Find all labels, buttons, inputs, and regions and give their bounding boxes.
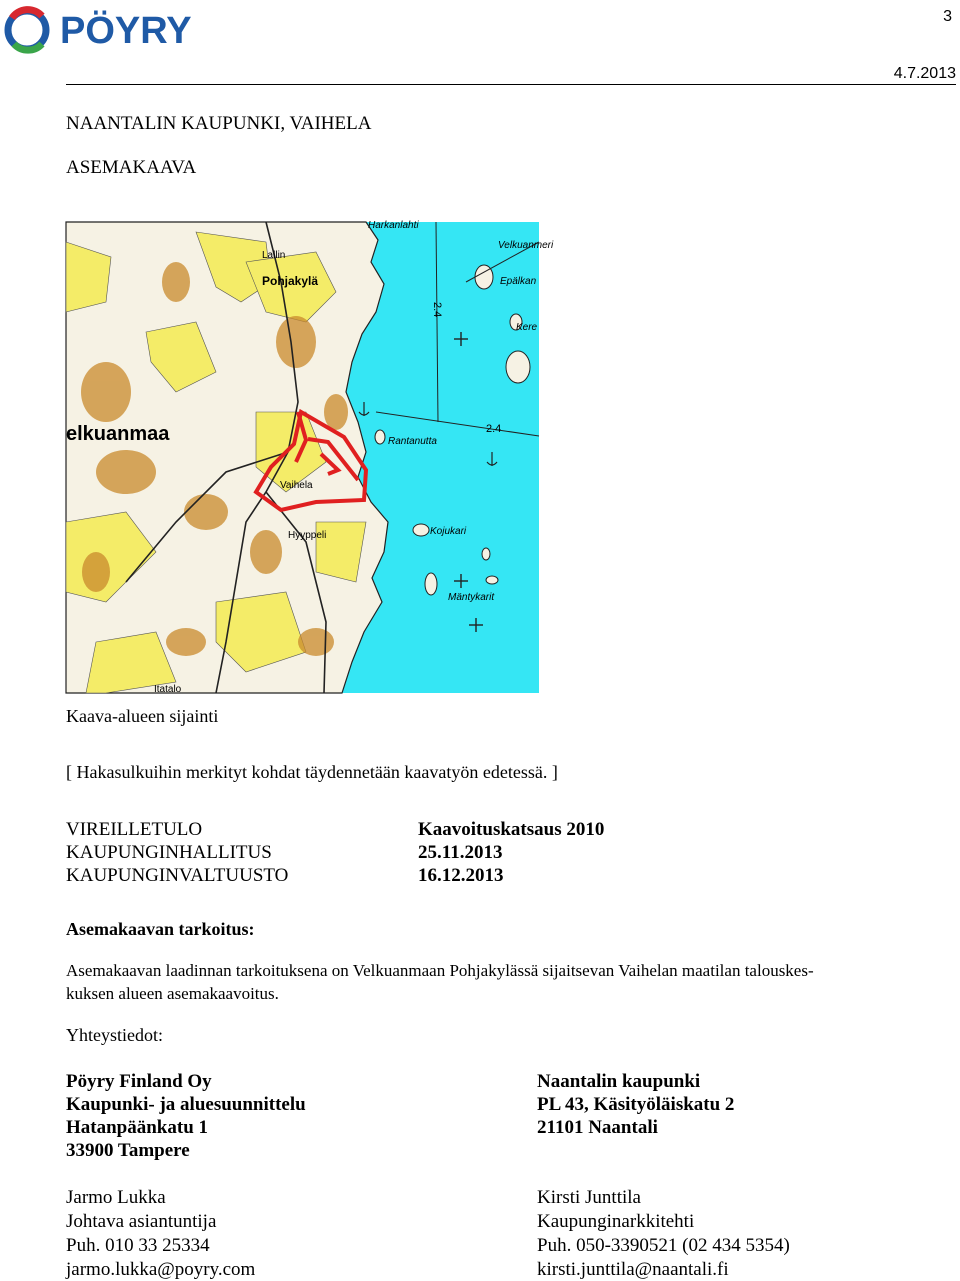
contact-phone: Puh. 010 33 25334	[66, 1235, 210, 1256]
contact-person-title: Kaupunginarkkitehti	[537, 1211, 695, 1232]
contact-org-line: 33900 Tampere	[66, 1140, 190, 1161]
poyry-logo	[4, 6, 244, 52]
contact-email-link[interactable]: jarmo.lukka@poyry.com	[66, 1259, 256, 1280]
location-map	[66, 220, 554, 695]
contacts-heading: Yhteystiedot:	[66, 1025, 163, 1045]
map-label: Itatalo	[154, 684, 182, 695]
contact-person-name: Jarmo Lukka	[66, 1187, 166, 1208]
page-number: 3	[943, 8, 952, 25]
depth-label: 2.4	[431, 302, 443, 318]
title-line-1: NAANTALIN KAUPUNKI, VAIHELA	[66, 113, 372, 134]
map-label: Mäntykarit	[448, 592, 495, 603]
map-label: elkuanmaa	[66, 423, 170, 445]
map-label: Epälkan	[500, 276, 537, 287]
contact-org-line: Naantalin kaupunki	[537, 1071, 701, 1092]
map-label: Hyyppeli	[288, 530, 327, 541]
contact-org-line: 21101 Naantali	[537, 1117, 658, 1138]
map-label: Kojukari	[430, 526, 467, 537]
map-label: Pohjakylä	[262, 274, 319, 288]
map-label: Harkanlahti	[368, 220, 419, 231]
contact-email-link[interactable]: kirsti.junttila@naantali.fi	[537, 1259, 729, 1280]
logo-text: PÖYRY	[60, 10, 192, 52]
map-caption: Kaava-alueen sijainti	[66, 706, 219, 726]
purpose-heading: Asemakaavan tarkoitus:	[66, 919, 255, 939]
contact-org-line: Kaupunki- ja aluesuunnittelu	[66, 1094, 306, 1115]
contact-phone: Puh. 050-3390521 (02 434 5354)	[537, 1235, 790, 1256]
header-divider	[66, 84, 956, 85]
contact-person-title: Johtava asiantuntija	[66, 1211, 217, 1232]
purpose-text-line-2: kuksen alueen asemakaavoitus.	[66, 984, 279, 1003]
document-date: 4.7.2013	[893, 65, 956, 82]
map-label: Kere	[516, 322, 538, 333]
timeline-label: VIREILLETULO	[66, 819, 203, 840]
contact-person-name: Kirsti Junttila	[537, 1187, 641, 1208]
contact-org-line: PL 43, Käsityöläiskatu 2	[537, 1094, 735, 1115]
title-line-2: ASEMAKAAVA	[66, 157, 197, 178]
map-label: Rantanutta	[388, 436, 437, 447]
note-text: [ Hakasulkuihin merkityt kohdat täydennetään kaavatyön edetessä. ]	[66, 762, 558, 782]
purpose-text-line-1: Asemakaavan laadinnan tarkoituksena on Velkuanmaan Pohjakylässä sijaitsevan Vaihelan maatilan talouskes-	[66, 961, 814, 980]
timeline-value: 25.11.2013	[418, 842, 503, 863]
contact-org-line: Hatanpäänkatu 1	[66, 1117, 209, 1138]
map-label: Lallin	[262, 250, 286, 261]
depth-label: 2.4	[486, 423, 502, 435]
timeline-value: Kaavoituskatsaus 2010	[418, 819, 605, 840]
timeline-value: 16.12.2013	[418, 865, 504, 886]
contact-org-line: Pöyry Finland Oy	[66, 1071, 212, 1092]
timeline-label: KAUPUNGINHALLITUS	[66, 842, 272, 863]
map-label: Vaihela	[280, 480, 313, 491]
map-label: Velkuanmeri	[498, 240, 554, 251]
logo-mark-icon	[4, 6, 244, 52]
timeline-label: KAUPUNGINVALTUUSTO	[66, 865, 289, 886]
